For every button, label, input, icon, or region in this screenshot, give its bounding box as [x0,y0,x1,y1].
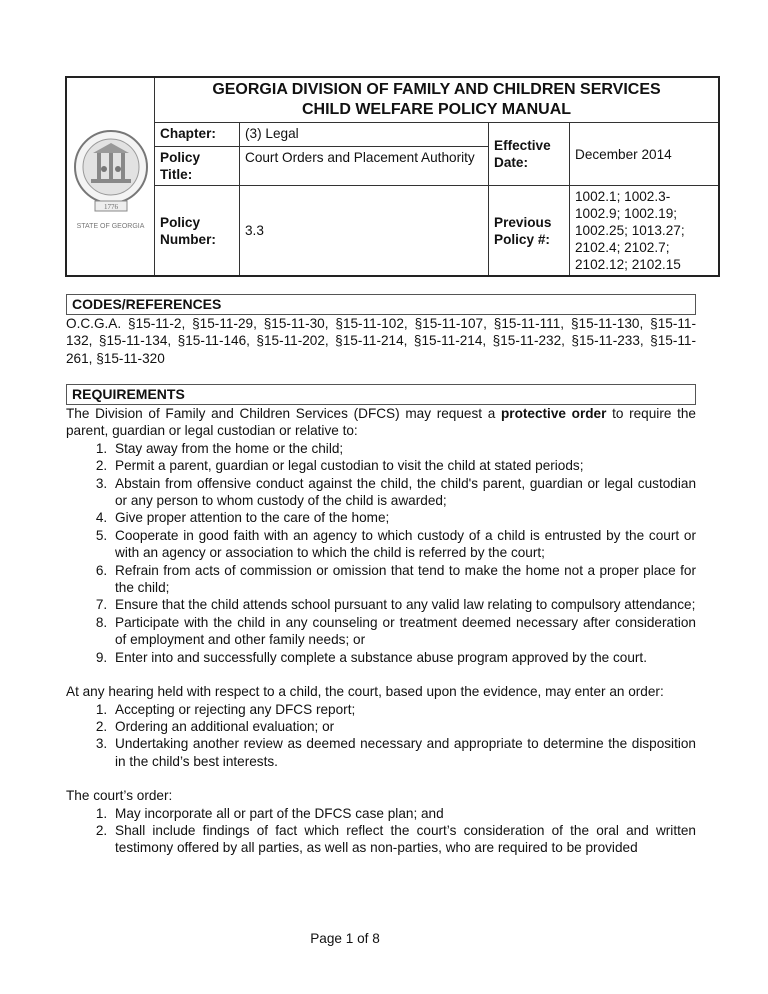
previous-policy-value: 1002.1; 1002.3-1002.9; 1002.19; 1002.25; 1013.27; 2102.4; 2102.7; 2102.12; 2102.15 [570,186,720,277]
effective-date-value: December 2014 [570,123,720,186]
list-item: 4. Give proper attention to the care of the home; [111,509,696,526]
chapter-label: Chapter: [155,123,240,147]
policy-title-label: Policy Title: [155,147,240,186]
intro-text-cont: to require the parent, guardian or legal custodian or relative to: [66,406,696,439]
court-order-list [66,805,696,857]
codes-heading: CODES/REFERENCES [66,294,696,315]
list-item: 2. Permit a parent, guardian or legal custodian to visit the child at stated periods; [111,457,696,474]
manual-title [155,77,720,123]
effective-date-label: Effective Date: [489,123,570,186]
title-line-1: GEORGIA DIVISION OF FAMILY AND CHILDREN SERVICES [212,81,661,98]
list-item: 5. Cooperate in good faith with an agency to which custody of a child is entrusted by the court or with an agency or association to which the child is referred by the court; [111,527,696,562]
seal-cell [66,77,155,276]
chapter-value: (3) Legal [240,123,489,147]
seal-text: STATE OF GEORGIA [76,222,145,230]
policy-number-value: 3.3 [240,186,489,277]
intro-text: The Division of Family and Children Services (DFCS) may request a [66,406,501,421]
title-line-2: CHILD WELFARE POLICY MANUAL [301,101,572,118]
header-table [65,76,720,277]
codes-section [66,294,696,367]
seal-year: 1776 [103,202,118,211]
list-item: 1. Accepting or rejecting any DFCS report; [111,701,696,718]
list-item: 6. Refrain from acts of commission or omission that tend to make the home not a proper place for the child; [111,562,696,597]
list-item: 3. Abstain from offensive conduct against the child, the child's parent, guardian or legal custodian or any person to whom custody of the child is awarded; [111,475,696,510]
georgia-seal-icon [71,123,151,219]
list-item: 1. Stay away from the home or the child; [111,440,696,457]
list-item: 1. May incorporate all or part of the DFCS case plan; and [111,805,696,822]
court-order-paragraph: The court’s order: [66,788,173,804]
requirements-intro [66,405,696,440]
list-item: 8. Participate with the child in any counseling or treatment deemed necessary after consideration of employment and other family needs; or [111,614,696,649]
codes-text: O.C.G.A. §15-11-2, §15-11-29, §15-11-30, §15-11-102, §15-11-107, §15-11-111, §15-11-130, §15-11-132, §15-11-134, §15-11-146, §15-11-202, §15-11-214, §15-11-214, §15-11-232, §15-11-233, §15-11-261, §15-11-320 [66,316,696,366]
protective-order-term: protective order [500,406,607,421]
list-item: 7. Ensure that the child attends school pursuant to any valid law relating to compulsory attendance; [111,596,696,613]
hearing-order-list [66,701,696,771]
policy-title-value: Court Orders and Placement Authority [240,147,489,186]
previous-policy-label: Previous Policy #: [489,186,570,277]
hearing-paragraph: At any hearing held with respect to a child, the court, based upon the evidence, may enter an order: [66,684,664,700]
requirements-heading: REQUIREMENTS [66,384,696,405]
list-item: 2. Ordering an additional evaluation; or [111,718,696,735]
policy-number-label: Policy Number: [155,186,240,277]
requirements-section [66,384,696,857]
list-item: 9. Enter into and successfully complete a substance abuse program approved by the court. [111,649,696,666]
protective-order-list [66,440,696,666]
list-item: 3. Undertaking another review as deemed necessary and appropriate to determine the disposition in the child’s best interests. [111,735,696,770]
page-number: Page 1 of 8 [310,931,380,946]
list-item: 2. Shall include findings of fact which reflect the court’s consideration of the oral and written testimony offered by all parties, as well as non-parties, who are required to be provided [111,822,696,857]
